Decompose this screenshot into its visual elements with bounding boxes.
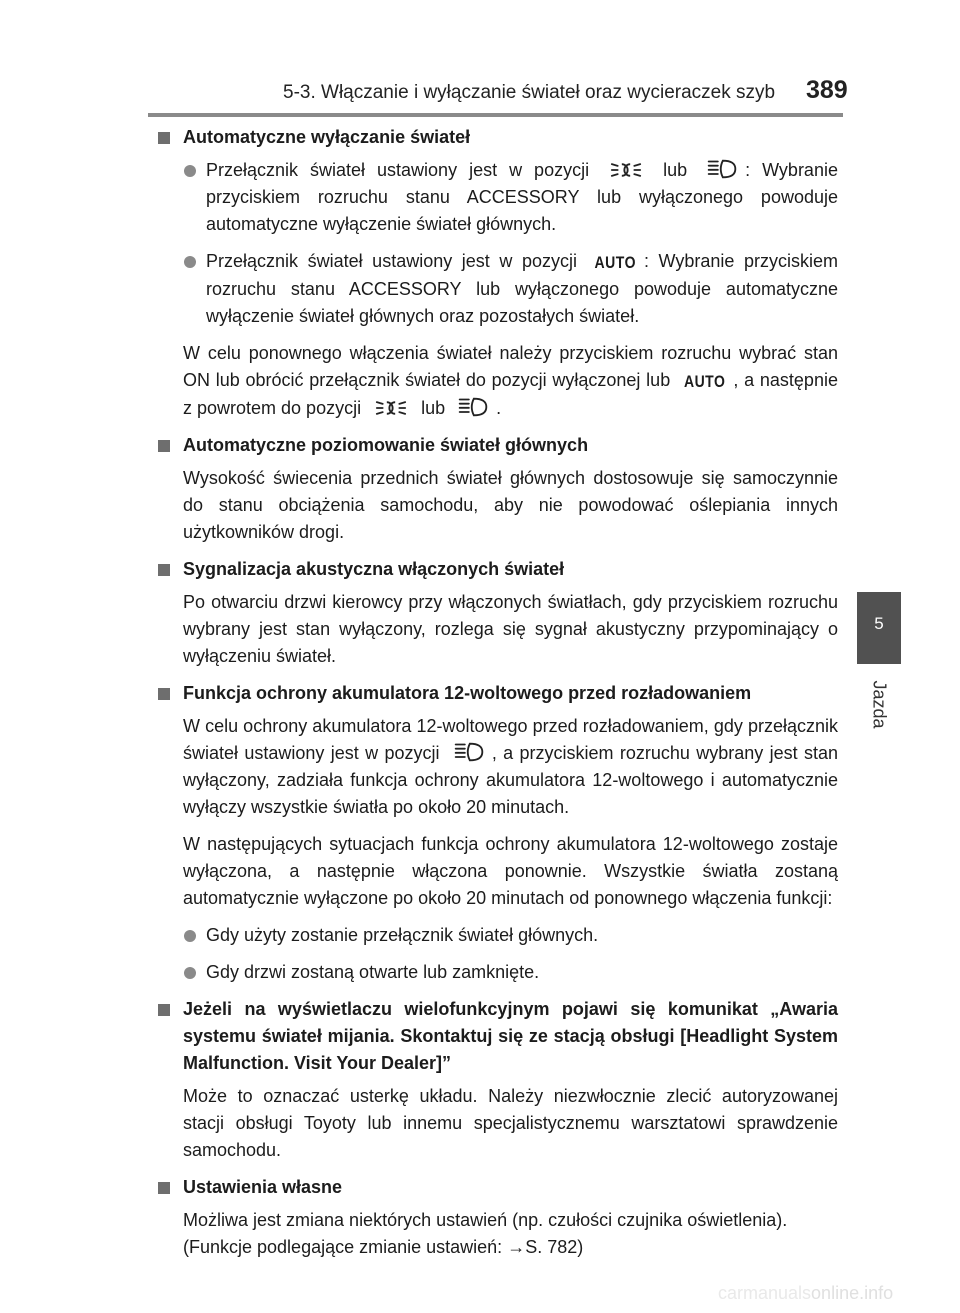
- square-bullet-icon: [158, 440, 170, 452]
- square-bullet-icon: [158, 564, 170, 576]
- paragraph-malfunction: Może to oznaczać usterkę układu. Należy niezwłocznie zlecić autoryzowanej stacji obsługi Toyoty lub innemu specjalistycznemu warsztatowi sprawdzenie samochodu.: [183, 1086, 838, 1160]
- arrow-right-icon: →: [507, 1237, 526, 1257]
- headlight-icon: [458, 396, 488, 418]
- paragraph-battery-2: W następujących sytuacjach funkcja ochrony akumulatora 12-woltowego zostaje wyłączona, a następnie włączona ponownie. Wszystkie światła zostaną automatycznie wyłączone po około 20 minutach od ponownego włączenia funkcji:: [183, 834, 838, 908]
- square-bullet-icon: [158, 1182, 170, 1194]
- heading-buzzer: Sygnalizacja akustyczna włączonych świateł: [158, 556, 838, 583]
- chapter-tab-label: [866, 674, 892, 734]
- custom-line-2: (Funkcje podlegające zmianie ustawień: →S. 782): [183, 1237, 584, 1257]
- paragraph-custom: [158, 1207, 838, 1261]
- page-content: [158, 124, 838, 1271]
- heading-auto-off: Automatyczne wyłączanie świateł: [158, 124, 838, 151]
- chapter-tab-number: 5: [874, 614, 884, 633]
- headlight-icon: [707, 158, 737, 180]
- heading-malfunction: Jeżeli na wyświetlaczu wielofunkcyjnym pojawi się komunikat „Awaria systemu świateł mijania. Skontaktuj się ze stacją obsługi [Headlight System Malfunction. Visit Your Dealer]”: [158, 996, 838, 1077]
- headlight-icon: [454, 741, 484, 763]
- heading-custom: Ustawienia własne: [158, 1174, 838, 1201]
- bullet-battery-1: Gdy użyty zostanie przełącznik świateł głównych.: [158, 922, 838, 949]
- paragraph-buzzer: Po otwarciu drzwi kierowcy przy włączonych światłach, gdy przyciskiem rozruchu wybrany jest stan wyłączony, rozlega się sygnał akustyczny przypominający o wyłączeniu świateł.: [183, 592, 838, 666]
- round-bullet-icon: [184, 165, 196, 177]
- custom-line-1: Możliwa jest zmiana niektórych ustawień (np. czułości czujnika oświetlenia).: [183, 1210, 788, 1230]
- auto-icon: AUTO: [594, 252, 636, 272]
- running-header: 5-3. Włączanie i wyłączanie świateł oraz wycieraczek szyb: [283, 82, 776, 103]
- chapter-tab[interactable]: [857, 592, 901, 664]
- auto-icon: AUTO: [683, 371, 726, 391]
- paragraph-auto-off: W celu ponownego włączenia świateł należy przyciskiem rozruchu wybrać stan ON lub obrócić przełącznik świateł do pozycji wyłączonej lub AUTO , a następnie z powrotem do pozycji lub .: [183, 343, 838, 418]
- bullet-auto-off-1: Przełącznik świateł ustawiony jest w pozycji lub : Wybranie przyciskiem rozruchu stanu ACCESSORY lub wyłączonego powoduje automatyczne wyłączenie świateł głównych.: [158, 157, 838, 238]
- page-number: 389: [806, 76, 848, 104]
- heading-leveling: Automatyczne poziomowanie świateł głównych: [158, 432, 838, 459]
- paragraph-leveling: Wysokość świecenia przednich świateł głównych dostosowuje się samoczynnie do stanu obciążenia samochodu, aby nie powodować oślepiania innych użytkowników drogi.: [183, 468, 838, 542]
- heading-battery: Funkcja ochrony akumulatora 12-woltowego przed rozładowaniem: [158, 680, 838, 707]
- round-bullet-icon: [184, 256, 196, 268]
- square-bullet-icon: [158, 1004, 170, 1016]
- watermark: carmanualsonline.info: [718, 1283, 894, 1303]
- round-bullet-icon: [184, 967, 196, 979]
- header-divider: [148, 113, 843, 117]
- chapter-tab-label-text: Jazda: [869, 679, 890, 729]
- bullet-battery-2: Gdy drzwi zostaną otwarte lub zamknięte.: [158, 959, 838, 986]
- tail-light-icon: [374, 398, 408, 418]
- tail-light-icon: [609, 160, 643, 180]
- square-bullet-icon: [158, 688, 170, 700]
- round-bullet-icon: [184, 930, 196, 942]
- paragraph-battery-1: W celu ochrony akumulatora 12-woltowego przed rozładowaniem, gdy przełącznik świateł ustawiony jest w pozycji , a przyciskiem rozruchu wybrany jest stan wyłączony, zadziała funkcja ochrony akumulatora 12-woltowego i automatycznie wyłączy wszystkie światła po około 20 minutach.: [183, 716, 838, 817]
- bullet-auto-off-2: Przełącznik świateł ustawiony jest w pozycji AUTO : Wybranie przyciskiem rozruchu stanu ACCESSORY lub wyłączonego powoduje automatyczne wyłączenie świateł głównych oraz pozostałych świateł.: [158, 248, 838, 330]
- page-ref-link[interactable]: →S. 782): [507, 1237, 584, 1257]
- square-bullet-icon: [158, 132, 170, 144]
